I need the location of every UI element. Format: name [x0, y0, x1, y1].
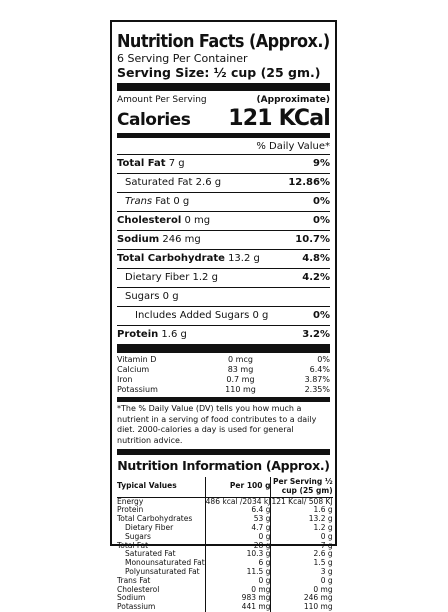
micronutrient-row [117, 365, 330, 375]
calories-label: Calories [117, 110, 191, 130]
nutrient-daily-value: 12.86% [288, 177, 330, 188]
micronutrient-pct: 3.87% [304, 375, 330, 384]
nutrient-amount: 1.6 g [158, 329, 187, 340]
nutrition-info-per100: 0 g [205, 533, 271, 542]
micronutrient-row [117, 385, 330, 395]
approximate-label: (Approximate) [256, 95, 330, 105]
nutrition-info-per100: 53 g [205, 515, 271, 524]
nutrition-info-header-row [117, 477, 333, 497]
nutrition-info-name: Potassium [117, 602, 156, 612]
nutrient-row [117, 249, 330, 268]
nutrition-info-name: Total Fat [117, 540, 149, 550]
micronutrient-name: Calcium [117, 365, 150, 374]
nutrient-label: Sodium [117, 234, 160, 245]
nutrition-info-per100: 983 mg [205, 594, 271, 603]
nutrition-info-per100: 4.7 g [205, 524, 271, 533]
micronutrient-name: Iron [117, 375, 133, 384]
nutrient-name [117, 214, 210, 228]
nutrition-info-name: Sodium [117, 593, 146, 603]
nutrient-daily-value: 9% [313, 158, 330, 169]
nutrition-label [110, 20, 337, 612]
nutrient-row [117, 268, 330, 287]
nutrient-daily-value: 4.8% [302, 253, 330, 264]
nutrient-label: Total Carbohydrate [117, 253, 225, 264]
nutrition-info-name: Trans Fat [117, 575, 151, 585]
nutrient-row [117, 230, 330, 249]
nutrient-label: Sugars [125, 291, 160, 302]
nutrition-info-serving: 3 g [271, 568, 333, 577]
nutrient-amount: 0 g [159, 291, 179, 302]
nutrient-list [117, 154, 330, 344]
micronutrient-name: Vitamin D [117, 355, 157, 364]
nutrient-amount: 0 g [249, 310, 269, 321]
nutrition-info-per100: 11.5 g [205, 568, 271, 577]
nutrient-label: Trans [125, 196, 153, 207]
daily-value-footnote: *The % Daily Value (DV) tells you how much a nutrient in a serving of food contributes to a daily diet. 2000-calories a day is used for general nutrition advice. [117, 401, 330, 449]
nutrient-name [117, 157, 185, 171]
nutrition-info-name: Saturated Fat [125, 549, 176, 559]
nutrition-info-per100: 486 kcal /2034 kJ [205, 496, 271, 506]
micronutrient-amt: 0 mcg [228, 355, 253, 364]
nutrition-info-row [117, 603, 333, 612]
nutrition-info-serving: 1.6 g [271, 506, 333, 515]
header-per-100g: Per 100 g [205, 477, 271, 497]
nutrition-info-name: Monounsaturated Fat [125, 558, 205, 568]
nutrition-info-row [117, 533, 333, 542]
nutrient-name [117, 233, 201, 247]
nutrition-info-serving: 0 mg [271, 586, 333, 595]
nutrition-info-per100: 0 mg [205, 586, 271, 595]
nutrient-amount: 0 mg [181, 215, 211, 226]
nutrition-info-name: Cholesterol [117, 584, 160, 594]
servings-per-container: 6 Serving Per Container [117, 52, 248, 65]
micronutrient-row [117, 355, 330, 365]
nutrient-name [117, 271, 218, 285]
nutrition-info-serving: 1.5 g [271, 559, 333, 568]
nutrition-info-serving: 246 mg [271, 594, 333, 603]
nutrient-daily-value: 3.2% [302, 329, 330, 340]
nutrient-amount: 246 mg [159, 234, 201, 245]
nutrient-daily-value: 0% [313, 215, 330, 226]
header-typical-values: Typical Values [117, 477, 205, 497]
nutrition-info-title: Nutrition Information (Approx.) [117, 458, 330, 473]
micronutrient-amt: 0.7 mg [226, 375, 255, 384]
nutrient-name [117, 290, 179, 304]
calories-value: 121 KCal [228, 106, 330, 131]
nutrient-label: Cholesterol [117, 215, 182, 226]
nutrition-info-per100: 10.3 g [205, 550, 271, 559]
nutrition-info-name: Energy [117, 497, 205, 506]
nutrition-info-serving: 2.6 g [271, 550, 333, 559]
serving-size: Serving Size: ½ cup (25 gm.) [117, 65, 330, 91]
micronutrient-amt: 83 mg [227, 365, 254, 374]
nutrition-info-serving: 0 g [271, 577, 333, 586]
nutrient-name [117, 195, 189, 209]
nutrient-amount: 1.2 g [189, 272, 218, 283]
nutrient-name [117, 309, 268, 323]
daily-value-header: % Daily Value* [117, 137, 330, 154]
nutrition-info-row [117, 559, 333, 568]
calories-row [117, 106, 330, 137]
nutrition-info-row [117, 586, 333, 595]
nutrient-row [117, 306, 330, 325]
nutrient-name [117, 328, 187, 342]
nutrition-info-name: Total Carbohydrates [117, 514, 193, 524]
header-per-serving: Per Serving ½ cup (25 gm) [271, 477, 333, 497]
nutrition-info-serving: 121 Kcal/ 508 KJ [271, 496, 333, 506]
nutrition-info-name: Polyunsaturated Fat [125, 566, 200, 576]
nutrition-info-serving: 110 mg [271, 603, 333, 612]
nutrition-info-per100: 6.4 g [205, 506, 271, 515]
nutrient-name [117, 252, 260, 266]
nutrition-info-row [117, 577, 333, 586]
nutrient-daily-value: 0% [313, 310, 330, 321]
nutrient-amount: 2.6 g [192, 177, 222, 188]
nutrient-row [117, 154, 330, 173]
nutrition-info-table [117, 477, 333, 612]
micronutrient-table [117, 355, 330, 395]
micronutrient-pct: 0% [317, 355, 330, 364]
label-title: Nutrition Facts (Approx.) [117, 32, 330, 52]
nutrient-daily-value: 4.2% [302, 272, 330, 283]
micronutrient-name: Potassium [117, 385, 158, 394]
nutrient-name [117, 176, 221, 190]
nutrient-row [117, 192, 330, 211]
nutrient-label: Total Fat [117, 158, 166, 169]
nutrient-divider [117, 344, 330, 353]
nutrition-info-name: Protein [117, 505, 144, 515]
nutrition-info-per100: 28 g [205, 542, 271, 551]
nutrient-row [117, 173, 330, 192]
nutrient-label: Dietary Fiber [125, 272, 190, 283]
nutrient-daily-value: 10.7% [295, 234, 330, 245]
micronutrient-pct: 2.35% [304, 385, 330, 394]
amount-per-serving-row [117, 91, 330, 106]
nutrient-label: Saturated Fat [125, 177, 193, 188]
nutrition-info-name: Dietary Fiber [125, 522, 174, 532]
nutrient-daily-value: 0% [313, 196, 330, 207]
nutrition-info-per100: 441 mg [205, 603, 271, 612]
nutrition-info-serving: 13.2 g [271, 515, 333, 524]
nutrient-amount: 13.2 g [224, 253, 260, 264]
nutrition-info-serving: 7 g [271, 542, 333, 551]
nutrition-info-serving: 0 g [271, 533, 333, 542]
nutrition-info-name: Sugars [125, 531, 151, 541]
nutrient-amount: 7 g [165, 158, 185, 169]
nutrition-info-per100: 0 g [205, 577, 271, 586]
amount-per-serving-label: Amount Per Serving [117, 95, 207, 105]
nutrient-row [117, 211, 330, 230]
micronutrient-amt: 110 mg [225, 385, 256, 394]
nutrition-info-row [117, 497, 333, 506]
nutrition-info-row [117, 568, 333, 577]
nutrient-label: Includes Added Sugars [135, 310, 250, 321]
micronutrient-pct: 6.4% [309, 365, 330, 374]
nutrient-label: Protein [117, 329, 159, 340]
nutrition-info-per100: 6 g [205, 559, 271, 568]
nutrient-row [117, 287, 330, 306]
micronutrient-row [117, 375, 330, 385]
nutrition-info-row [117, 594, 333, 603]
nutrient-amount: Fat 0 g [152, 196, 190, 207]
nutrient-row [117, 325, 330, 344]
nutrition-info-serving: 1.2 g [271, 524, 333, 533]
